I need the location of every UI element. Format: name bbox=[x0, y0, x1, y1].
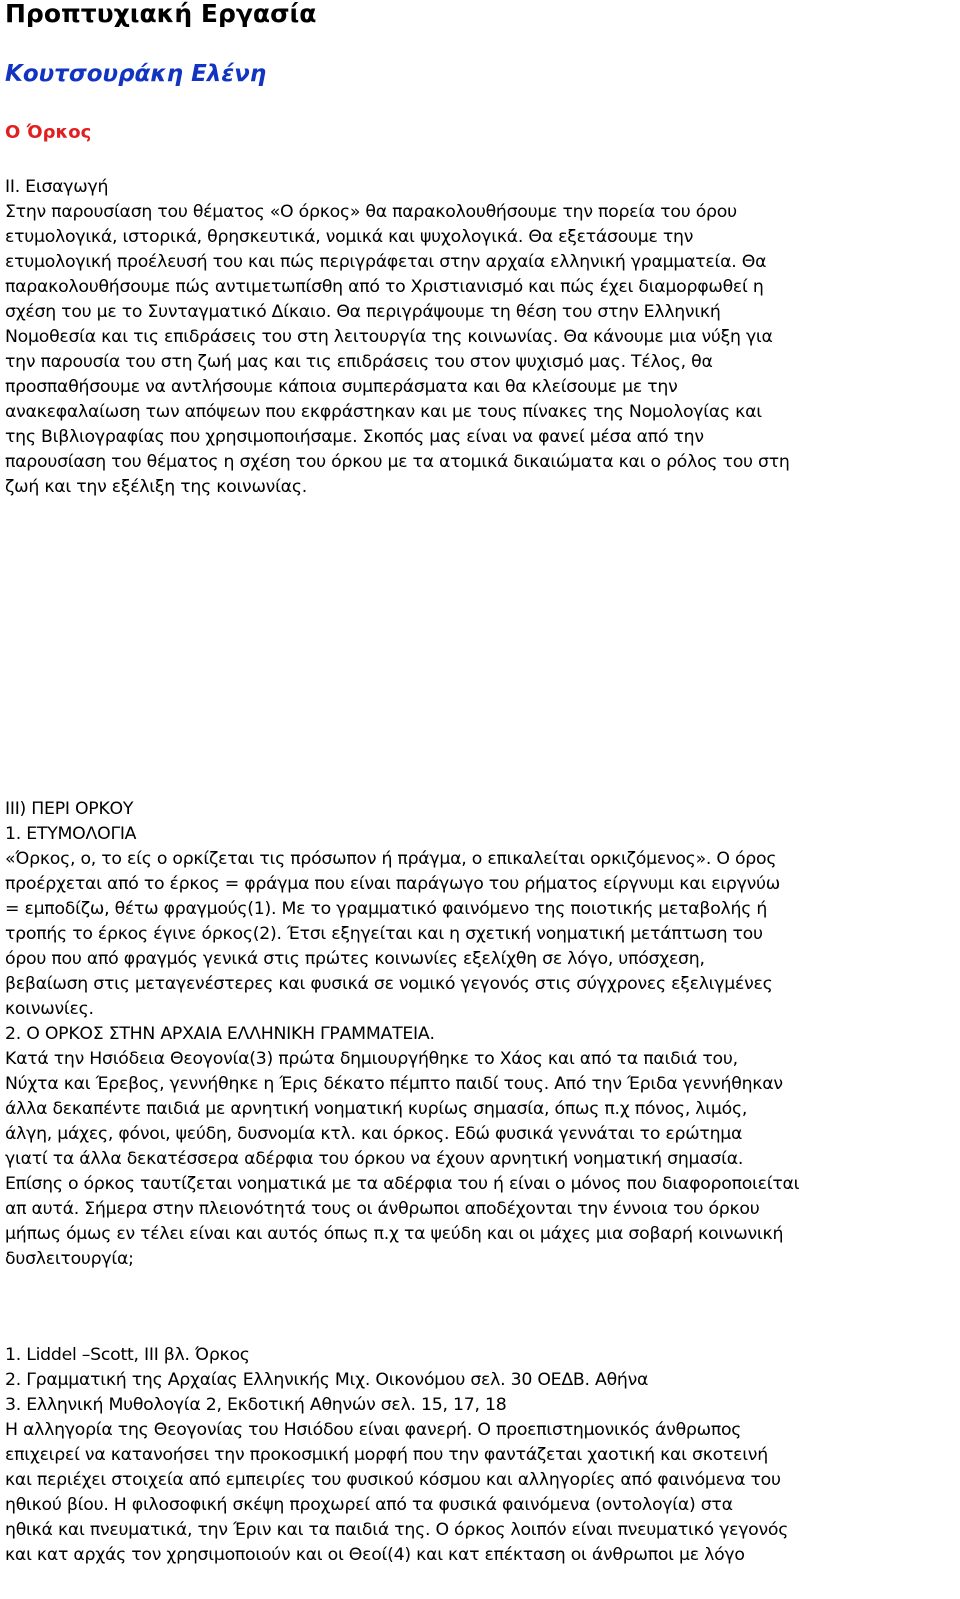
intro-text-line: ανακεφαλαίωση των απόψεων που εκφράστηκαν και με τους πίνακες της Νομολογίας και bbox=[5, 402, 762, 422]
peri-orkou-text-line: όρου που από φραγμός γενικά στις πρώτες κοινωνίες εξελίχθη σε λόγο, υπόσχεση, bbox=[5, 949, 705, 969]
intro-text-line: παρακολουθήσουμε πώς αντιμετωπίσθη από το Χριστιανισμό και πώς έχει διαμορφωθεί η bbox=[5, 277, 764, 297]
footnote-text-line: 1. Liddel –Scott, III βλ. Όρκος bbox=[5, 1345, 250, 1365]
footnote-text-line: 2. Γραμματική της Αρχαίας Ελληνικής Μιχ. Οικονόμου σελ. 30 ΟΕΔΒ. Αθήνα bbox=[5, 1370, 649, 1390]
document-title: Προπτυχιακή Εργασία bbox=[5, 0, 317, 28]
footnote-text-line: 3. Ελληνική Μυθολογία 2, Εκδοτική Αθηνών σελ. 15, 17, 18 bbox=[5, 1395, 507, 1415]
peri-orkou-text-line: γιατί τα άλλα δεκατέσσερα αδέρφια του όρκου να έχουν αρνητική νοηματική σημασία. bbox=[5, 1149, 744, 1169]
intro-text-line: II. Εισαγωγή bbox=[5, 177, 109, 197]
intro-text-line: της Βιβλιογραφίας που χρησιμοποιήσαμε. Σκοπός μας είναι να φανεί μέσα από την bbox=[5, 427, 704, 447]
footnote-text-line: και περιέχει στοιχεία από εμπειρίες του φυσικού κόσμου και αλληγορίες από φαινόμενα του bbox=[5, 1470, 781, 1490]
footnote-text-line: ηθικού βίου. Η φιλοσοφική σκέψη προχωρεί από τα φυσικά φαινόμενα (οντολογία) στα bbox=[5, 1495, 733, 1515]
introduction-section bbox=[5, 175, 945, 500]
peri-orkou-text-line: άλγη, μάχες, φόνοι, ψεύδη, δυσνομία κτλ. και όρκος. Εδώ φυσικά γεννάται το ερώτημα bbox=[5, 1124, 743, 1144]
footnote-text-line: και κατ αρχάς τον χρησιμοποιούν και οι Θεοί(4) και κατ επέκταση οι άνθρωποι με λόγο bbox=[5, 1545, 745, 1565]
peri-orkou-text-line: 2. Ο ΟΡΚΟΣ ΣΤΗΝ ΑΡΧΑΙΑ ΕΛΛΗΝΙΚΗ ΓΡΑΜΜΑΤΕΙΑ. bbox=[5, 1024, 435, 1044]
peri-orkou-text-line: 1. ΕΤΥΜΟΛΟΓΙΑ bbox=[5, 824, 137, 844]
subject-heading: Ο Όρκος bbox=[5, 122, 92, 143]
peri-orkou-text-line: III) ΠΕΡΙ ΟΡΚΟΥ bbox=[5, 799, 134, 819]
peri-orkou-text-line: Επίσης ο όρκος ταυτίζεται νοηματικά με τα αδέρφια του ή είναι ο μόνος που διαφοροποιείται bbox=[5, 1174, 800, 1194]
intro-text-line: Νομοθεσία και τις επιδράσεις του στη λειτουργία της κοινωνίας. Θα κάνουμε μια νύξη για bbox=[5, 327, 773, 347]
peri-orkou-text-line: Κατά την Ησιόδεια Θεογονία(3) πρώτα δημιουργήθηκε το Χάος και από τα παιδιά του, bbox=[5, 1049, 738, 1069]
footnote-text-line: Η αλληγορία της Θεογονίας του Ησιόδου είναι φανερή. Ο προεπιστημονικός άνθρωπος bbox=[5, 1420, 742, 1440]
peri-orkou-text-line: «Όρκος, ο, το είς ο ορκίζεται τις πρόσωπον ή πράγμα, ο επικαλείται ορκιζόμενος». Ο όρος bbox=[5, 849, 777, 869]
peri-orkou-text-line: = εμποδίζω, θέτω φραγμούς(1). Με το γραμματικό φαινόμενο της ποιοτικής μεταβολής ή bbox=[5, 899, 768, 919]
footnotes-section bbox=[5, 1343, 945, 1568]
author-name: Κουτσουράκη Ελένη bbox=[5, 61, 267, 87]
peri-orkou-text-line: δυσλειτουργία; bbox=[5, 1249, 134, 1269]
peri-orkou-section bbox=[5, 797, 945, 1272]
intro-text-line: την παρουσία του στη ζωή μας και τις επιδράσεις του στον ψυχισμό μας. Τέλος, θα bbox=[5, 352, 713, 372]
peri-orkou-text-line: βεβαίωση στις μεταγενέστερες και φυσικά σε νομικό γεγονός στις σύγχρονες εξελιγμένες bbox=[5, 974, 773, 994]
intro-text-line: ετυμολογική προέλευσή του και πώς περιγράφεται στην αρχαία ελληνική γραμματεία. Θα bbox=[5, 252, 767, 272]
footnote-text-line: επιχειρεί να κατανοήσει την προκοσμική μορφή που την φαντάζεται χαοτική και σκοτεινή bbox=[5, 1445, 768, 1465]
intro-text-line: ζωή και την εξέλιξη της κοινωνίας. bbox=[5, 477, 307, 497]
intro-text-line: Στην παρουσίαση του θέματος «Ο όρκος» θα παρακολουθήσουμε την πορεία του όρου bbox=[5, 202, 737, 222]
intro-text-line: σχέση του με το Συνταγματικό Δίκαιο. Θα περιγράψουμε τη θέση του στην Ελληνική bbox=[5, 302, 721, 322]
intro-text-line: ετυμολογικά, ιστορικά, θρησκευτικά, νομικά και ψυχολογικά. Θα εξετάσουμε την bbox=[5, 227, 694, 247]
peri-orkou-text-line: μήπως όμως εν τέλει είναι και αυτός όπως π.χ τα ψεύδη και οι μάχες μια σοβαρή κοινωνική bbox=[5, 1224, 784, 1244]
peri-orkou-text-line: τροπής το έρκος έγινε όρκος(2). Έτσι εξηγείται και η σχετική νοηματική μετάπτωση του bbox=[5, 924, 763, 944]
peri-orkou-text-line: απ αυτά. Σήμερα στην πλειονότητά τους οι άνθρωποι αποδέχονται την έννοια του όρκου bbox=[5, 1199, 760, 1219]
footnote-text-line: ηθικά και πνευματικά, την Έριν και τα παιδιά της. Ο όρκος λοιπόν είναι πνευματικό γεγονός bbox=[5, 1520, 789, 1540]
peri-orkou-text-line: άλλα δεκαπέντε παιδιά με αρνητική νοηματική κυρίως σημασία, όπως π.χ πόνος, λιμός, bbox=[5, 1099, 748, 1119]
intro-text-line: παρουσίαση του θέματος η σχέση του όρκου με τα ατομικά δικαιώματα και ο ρόλος του στη bbox=[5, 452, 790, 472]
peri-orkou-text-line: κοινωνίες. bbox=[5, 999, 94, 1019]
intro-text-line: προσπαθήσουμε να αντλήσουμε κάποια συμπεράσματα και θα κλείσουμε με την bbox=[5, 377, 678, 397]
peri-orkou-text-line: προέρχεται από το έρκος = φράγμα που είναι παράγωγο του ρήματος είργνυμι και ειργνύω bbox=[5, 874, 780, 894]
peri-orkou-text-line: Νύχτα και Έρεβος, γεννήθηκε η Έρις δέκατο πέμπτο παιδί τους. Από την Έριδα γεννήθηκαν bbox=[5, 1074, 783, 1094]
